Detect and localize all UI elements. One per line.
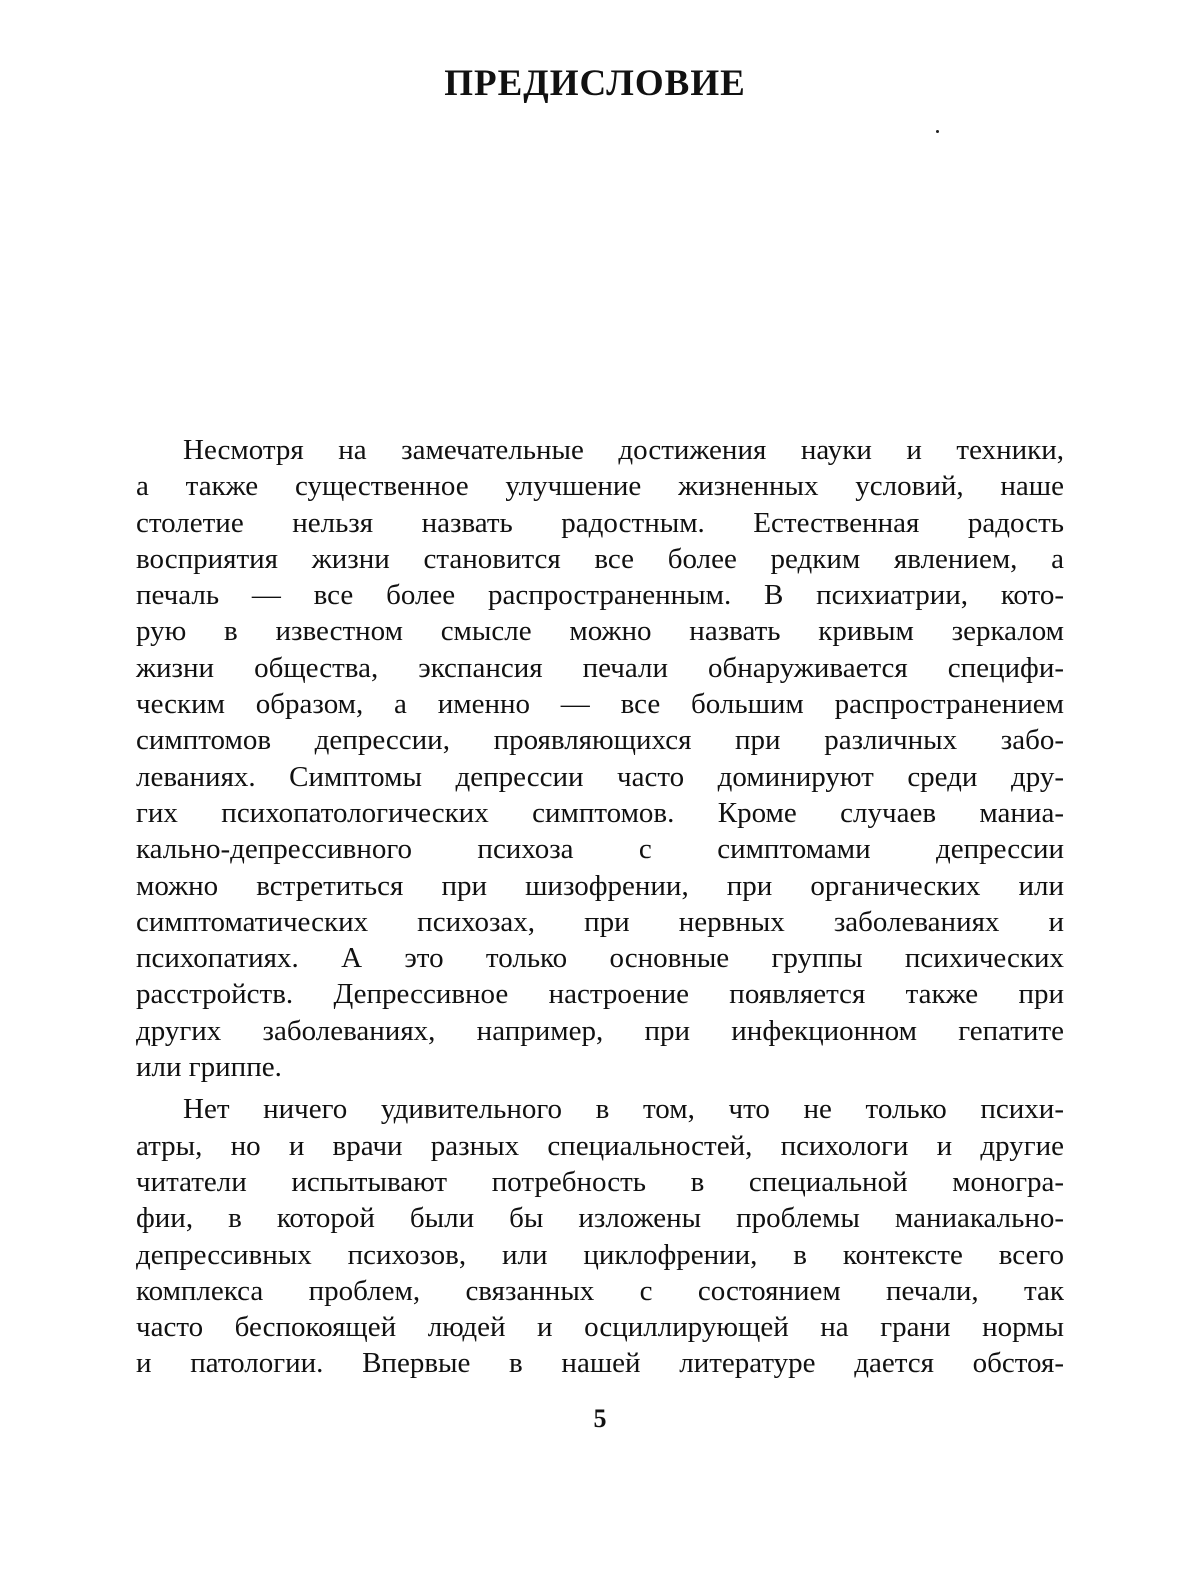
text-line: расстройств. Депрессивное настроение появляется также при [136,976,1064,1012]
page-number: 5 [0,1404,1200,1434]
text-line: симптомов депрессии, проявляющихся при различных забо- [136,722,1064,758]
text-line: читатели испытывают потребность в специальной моногра- [136,1164,1064,1200]
text-line: можно встретиться при шизофрении, при органических или [136,868,1064,904]
text-line: а также существенное улучшение жизненных условий, наше [136,468,1064,504]
body-text [136,432,1064,1382]
text-line: атры, но и врачи разных специальностей, психологи и другие [136,1128,1064,1164]
text-line: кально-депрессивного психоза с симптомами депрессии [136,831,1064,867]
paragraph-2 [136,1091,1064,1381]
text-line: депрессивных психозов, или циклофрении, в контексте всего [136,1237,1064,1273]
text-line: психопатиях. А это только основные группы психических [136,940,1064,976]
paragraph-1 [136,432,1064,1085]
text-line: восприятия жизни становится все более редким явлением, а [136,541,1064,577]
text-line: печаль — все более распространенным. В психиатрии, кото- [136,577,1064,613]
text-line: комплекса проблем, связанных с состоянием печали, так [136,1273,1064,1309]
text-line: и патологии. Впервые в нашей литературе дается обстоя- [136,1345,1064,1381]
text-line: рую в известном смысле можно назвать кривым зеркалом [136,613,1064,649]
text-line: или гриппе. [136,1049,1064,1085]
text-line: Нет ничего удивительного в том, что не только психи- [136,1091,1064,1127]
text-line: фии, в которой были бы изложены проблемы маниакально- [136,1200,1064,1236]
text-line: симптоматических психозах, при нервных заболеваниях и [136,904,1064,940]
page-title: ПРЕДИСЛОВИЕ [0,62,1190,105]
print-speck [936,130,939,133]
text-line: ческим образом, а именно — все большим распространением [136,686,1064,722]
text-line: часто беспокоящей людей и осциллирующей на грани нормы [136,1309,1064,1345]
text-line: столетие нельзя назвать радостным. Естественная радость [136,505,1064,541]
text-line: гих психопатологических симптомов. Кроме случаев маниа- [136,795,1064,831]
text-line: жизни общества, экспансия печали обнаруживается специфи- [136,650,1064,686]
text-line: леваниях. Симптомы депрессии часто доминируют среди дру- [136,759,1064,795]
book-page [0,0,1200,1574]
text-line: других заболеваниях, например, при инфекционном гепатите [136,1013,1064,1049]
text-line: Несмотря на замечательные достижения науки и техники, [136,432,1064,468]
